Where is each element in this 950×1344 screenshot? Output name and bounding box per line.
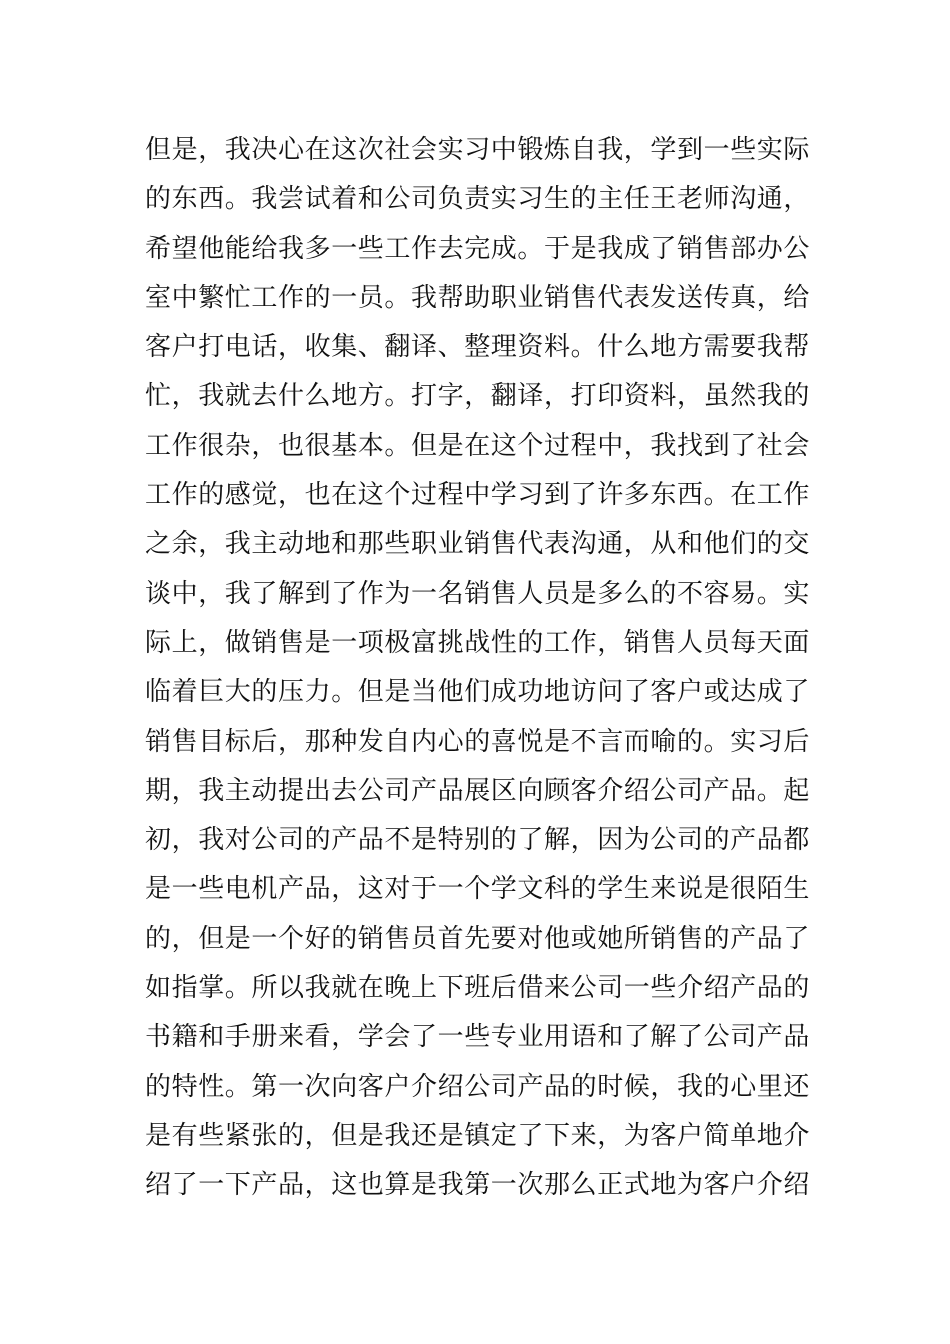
paragraph-line: 但是，我决心在这次社会实习中锻炼自我，学到一些实际 [145,135,811,165]
paragraph-line: 工作很杂，也很基本。但是在这个过程中，我找到了社会 [145,430,811,461]
paragraph-line: 希望他能给我多一些工作去完成。于是我成了销售部办公 [145,233,811,264]
paragraph-line: 是一些电机产品，这对于一个学文科的学生来说是很陌生 [145,874,811,905]
paragraph-line: 的东西。我尝试着和公司负责实习生的主任王老师沟通， [145,184,811,215]
paragraph-line: 绍了一下产品，这也算是我第一次那么正式地为客户介绍 [145,1170,811,1201]
paragraph-line: 如指掌。所以我就在晚上下班后借来公司一些介绍产品的 [145,973,811,1004]
paragraph-line: 客户打电话，收集、翻译、整理资料。什么地方需要我帮 [145,332,811,363]
paragraph-line: 临着巨大的压力。但是当他们成功地访问了客户或达成了 [145,677,811,708]
paragraph-line: 际上，做销售是一项极富挑战性的工作，销售人员每天面 [145,627,811,658]
paragraph-line: 期，我主动提出去公司产品展区向顾客介绍公司产品。起 [145,775,811,806]
paragraph-line: 销售目标后，那种发自内心的喜悦是不言而喻的。实习后 [145,726,811,757]
paragraph-line: 初，我对公司的产品不是特别的了解，因为公司的产品都 [145,825,811,856]
paragraph-line: 谈中，我了解到了作为一名销售人员是多么的不容易。实 [145,578,811,609]
paragraph-line: 室中繁忙工作的一员。我帮助职业销售代表发送传真，给 [145,282,811,313]
paragraph-line: 忙，我就去什么地方。打字，翻译，打印资料，虽然我的 [145,381,811,412]
body-paragraph [145,126,815,1211]
paragraph-line: 的，但是一个好的销售员首先要对他或她所销售的产品了 [145,923,811,954]
paragraph-line: 工作的感觉，也在这个过程中学习到了许多东西。在工作 [145,480,811,511]
paragraph-line: 之余，我主动地和那些职业销售代表沟通，从和他们的交 [145,529,811,560]
paragraph-line: 的特性。第一次向客户介绍公司产品的时候，我的心里还 [145,1071,811,1102]
paragraph-line: 是有些紧张的，但是我还是镇定了下来，为客户简单地介 [145,1120,811,1151]
paragraph-line: 书籍和手册来看，学会了一些专业用语和了解了公司产品 [145,1022,811,1053]
